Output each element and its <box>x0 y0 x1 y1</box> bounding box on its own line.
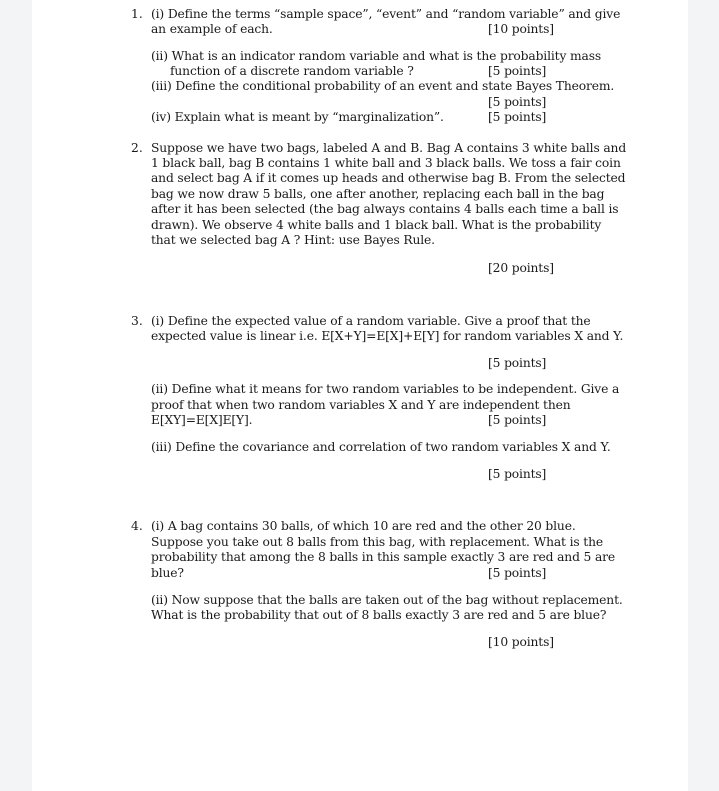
question-text-line: expected value is linear i.e. E[X+Y]=E[X]+E[Y] for random variables X and Y. <box>151 329 624 343</box>
question-text-line: blue? <box>151 566 184 580</box>
question-text-line: drawn). We observe 4 white balls and 1 black ball. What is the probability <box>151 218 602 232</box>
question-text-line: that we selected bag A ? Hint: use Bayes Rule. <box>151 233 435 247</box>
points-label: [10 points] <box>488 22 554 36</box>
question-text-line: (ii) What is an indicator random variable and what is the probability mass <box>151 49 602 63</box>
points-label: [5 points] <box>488 356 547 370</box>
question-text-line: an example of each. <box>151 22 273 36</box>
points-label: [5 points] <box>488 566 547 580</box>
question-text-line: after it has been selected (the bag always contains 4 balls each time a ball is <box>151 202 619 216</box>
points-label: [5 points] <box>488 110 547 124</box>
question-text-line: (i) Define the terms “sample space”, “event” and “random variable” and give <box>151 7 621 21</box>
points-label: [5 points] <box>488 467 547 481</box>
question-text-line: (iii) Define the conditional probability of an event and state Bayes Theorem. <box>151 79 615 93</box>
question-number: 3. <box>131 314 143 328</box>
points-label: [20 points] <box>488 261 554 275</box>
question-text-line: 1 black ball, bag B contains 1 white ball and 3 black balls. We toss a fair coin <box>151 156 621 170</box>
question-text-line: proof that when two random variables X and Y are independent then <box>151 398 571 412</box>
document-page <box>32 0 688 791</box>
question-number: 1. <box>131 7 143 21</box>
question-text-line: (ii) Now suppose that the balls are taken out of the bag without replacement. <box>151 593 623 607</box>
question-text-line: and select bag A if it comes up heads and otherwise bag B. From the selected <box>151 171 626 185</box>
question-text-line: probability that among the 8 balls in this sample exactly 3 are red and 5 are <box>151 550 616 564</box>
points-label: [5 points] <box>488 95 547 109</box>
points-label: [10 points] <box>488 635 554 649</box>
question-text-line: Suppose you take out 8 balls from this bag, with replacement. What is the <box>151 535 603 549</box>
question-number: 2. <box>131 141 143 155</box>
question-text-line: E[XY]=E[X]E[Y]. <box>151 413 253 427</box>
question-text-line: Suppose we have two bags, labeled A and B. Bag A contains 3 white balls and <box>151 141 627 155</box>
question-text-line: (iii) Define the covariance and correlation of two random variables X and Y. <box>151 440 611 454</box>
question-text-line: bag we now draw 5 balls, one after another, replacing each ball in the bag <box>151 187 605 201</box>
points-label: [5 points] <box>488 413 547 427</box>
question-text-line: (iv) Explain what is meant by “marginalization”. <box>151 110 444 124</box>
question-text-line: What is the probability that out of 8 balls exactly 3 are red and 5 are blue? <box>151 608 607 622</box>
question-text-line: (i) Define the expected value of a random variable. Give a proof that the <box>151 314 591 328</box>
question-text-line: function of a discrete random variable ? <box>170 64 414 78</box>
question-number: 4. <box>131 519 143 533</box>
points-label: [5 points] <box>488 64 547 78</box>
question-text-line: (i) A bag contains 30 balls, of which 10 are red and the other 20 blue. <box>151 519 576 533</box>
question-text-line: (ii) Define what it means for two random variables to be independent. Give a <box>151 382 620 396</box>
